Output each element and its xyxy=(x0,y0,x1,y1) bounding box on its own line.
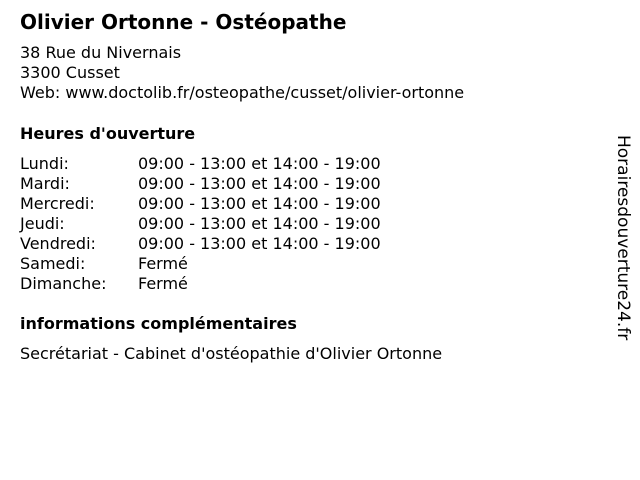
info-heading: informations complémentaires xyxy=(20,314,297,333)
day-hours: Fermé xyxy=(138,274,188,293)
hours-row xyxy=(20,214,381,234)
hours-table xyxy=(20,154,381,294)
day-hours: Fermé xyxy=(138,254,188,273)
hours-row xyxy=(20,254,381,274)
day-hours: 09:00 - 13:00 et 14:00 - 19:00 xyxy=(138,194,381,213)
day-label: Jeudi: xyxy=(20,214,65,233)
day-hours: 09:00 - 13:00 et 14:00 - 19:00 xyxy=(138,214,381,233)
info-text: Secrétariat - Cabinet d'ostéopathie d'Olivier Ortonne xyxy=(20,344,443,363)
day-label: Samedi: xyxy=(20,254,86,273)
hours-row xyxy=(20,274,381,294)
day-label: Mardi: xyxy=(20,174,70,193)
address-street: 38 Rue du Nivernais xyxy=(20,43,182,62)
address-city: 3300 Cusset xyxy=(20,63,120,82)
day-label: Vendredi: xyxy=(20,234,96,253)
day-label: Lundi: xyxy=(20,154,69,173)
hours-row xyxy=(20,234,381,254)
business-title: Olivier Ortonne - Ostéopathe xyxy=(20,10,347,34)
day-hours: 09:00 - 13:00 et 14:00 - 19:00 xyxy=(138,234,381,253)
day-label: Mercredi: xyxy=(20,194,95,213)
address-block xyxy=(20,43,464,103)
day-label: Dimanche: xyxy=(20,274,107,293)
hours-row xyxy=(20,194,381,214)
watermark-text: Horairesdouverture24.fr xyxy=(613,135,633,341)
hours-row xyxy=(20,174,381,194)
day-hours: 09:00 - 13:00 et 14:00 - 19:00 xyxy=(138,154,381,173)
hours-heading: Heures d'ouverture xyxy=(20,124,196,143)
day-hours: 09:00 - 13:00 et 14:00 - 19:00 xyxy=(138,174,381,193)
website-line: Web: www.doctolib.fr/osteopathe/cusset/olivier-ortonne xyxy=(20,83,465,102)
hours-row xyxy=(20,154,381,174)
